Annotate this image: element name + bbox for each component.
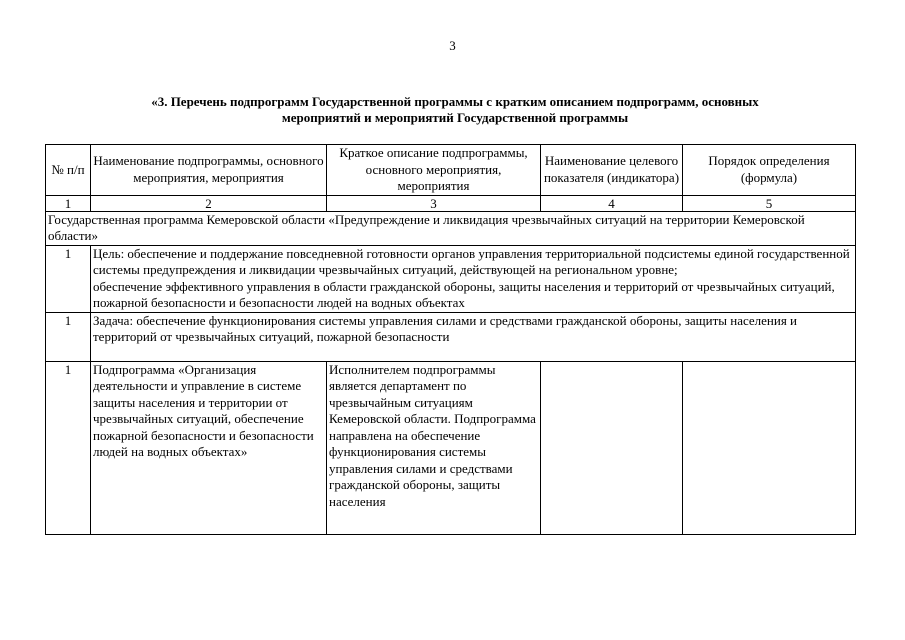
column-number: 5 [683,195,856,211]
subprogram-table [45,144,856,535]
goal-row [46,245,856,312]
column-number: 4 [541,195,683,211]
column-number-row [46,195,856,211]
header-name: Наименование подпрограммы, основного мероприятия, мероприятия [91,145,327,196]
task-row [46,312,856,361]
program-title-row [46,211,856,245]
section-heading-line-2: мероприятий и мероприятий Государственной программы [281,110,629,125]
goal-text-line-2: обеспечение эффективного управления в области гражданской обороны, защиты населения и территорий от чрезвычайных ситуаций, пожарной безопасности и безопасности людей на водных объектах [93,278,835,310]
task-number: 1 [46,312,91,361]
goal-text-line-1: Цель: обеспечение и поддержание повседневной готовности органов управления территориальной подсистемы единой государственной системы предупреждения и ликвидации чрезвычайных ситуаций, действующей на региональном уровне; [93,245,850,277]
page-number: 3 [449,38,456,53]
task-text: Задача: обеспечение функционирования системы управления силами и средствами гражданской обороны, защиты населения и территорий от чрезвычайных ситуаций, пожарной безопасности [91,312,856,361]
header-description: Краткое описание подпрограммы, основного мероприятия, мероприятия [327,145,541,196]
column-number: 3 [327,195,541,211]
subprogram-name: Подпрограмма «Организация деятельности и управление в системе защиты населения и территории от чрезвычайных ситуаций, обеспечение пожарной безопасности и безопасности людей на водных объектах» [91,361,327,534]
subprogram-row [46,361,856,534]
goal-number: 1 [46,245,91,312]
table-header-row [46,145,856,196]
goal-text [91,245,856,312]
program-title: Государственная программа Кемеровской области «Предупреждение и ликвидация чрезвычайных ситуаций на территории Кемеровской области» [46,211,856,245]
header-indicator: Наименование целевого показателя (индикатора) [541,145,683,196]
column-number: 1 [46,195,91,211]
subprogram-description: Исполнителем подпрограммы является департамент по чрезвычайным ситуациям Кемеровской области. Подпрограмма направлена на обеспечение функционирования системы управления силами и средствами гражданской обороны, защиты населения [327,361,541,534]
section-heading-line-1: «3. Перечень подпрограмм Государственной программы с кратким описанием подпрограмм, основных [151,94,759,109]
subprogram-indicator [541,361,683,534]
header-formula: Порядок определения (формула) [683,145,856,196]
subprogram-formula [683,361,856,534]
header-number: № п/п [46,145,91,196]
column-number: 2 [91,195,327,211]
section-heading [60,94,850,126]
subprogram-number: 1 [46,361,91,534]
